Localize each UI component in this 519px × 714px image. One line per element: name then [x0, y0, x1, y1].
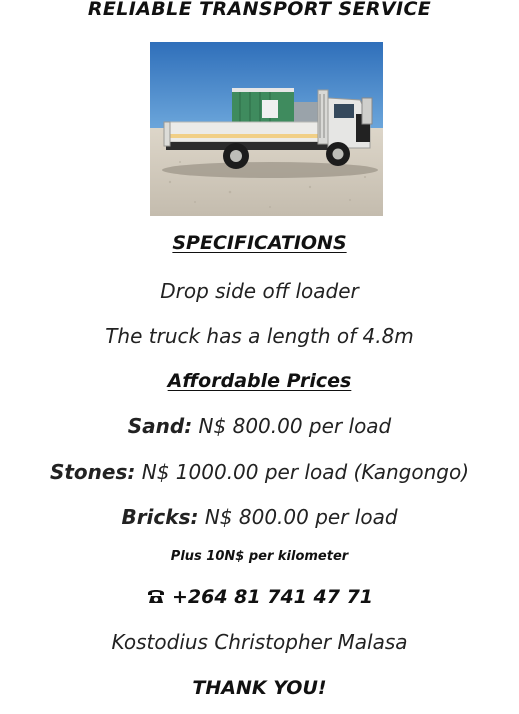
price-sand	[0, 416, 519, 436]
price-sand-label: Sand:	[127, 414, 193, 438]
price-per-km-note: Plus 10N$ per kilometer	[170, 549, 349, 564]
truck-photo	[150, 42, 383, 216]
contact-name: Kostodius Christopher Malasa	[111, 630, 408, 654]
page-title: RELIABLE TRANSPORT SERVICE	[87, 0, 432, 20]
price-bricks	[0, 507, 519, 527]
price-stones-value: N$ 1000.00 per load (Kangongo)	[135, 460, 470, 484]
spec-loader-type: Drop side off loader	[160, 279, 359, 303]
prices-heading: Affordable Prices	[167, 370, 352, 392]
phone-contact[interactable]	[0, 587, 519, 609]
telephone-icon	[146, 587, 166, 609]
spec-truck-length: The truck has a length of 4.8m	[105, 324, 414, 348]
phone-number[interactable]: +264 81 741 47 71	[171, 586, 374, 608]
thank-you: THANK YOU!	[192, 677, 327, 699]
specifications-heading: SPECIFICATIONS	[172, 232, 347, 254]
price-sand-value: N$ 800.00 per load	[192, 414, 392, 438]
price-bricks-value: N$ 800.00 per load	[198, 505, 398, 529]
price-bricks-label: Bricks:	[121, 505, 199, 529]
price-stones-label: Stones:	[49, 460, 136, 484]
price-stones	[0, 462, 519, 482]
